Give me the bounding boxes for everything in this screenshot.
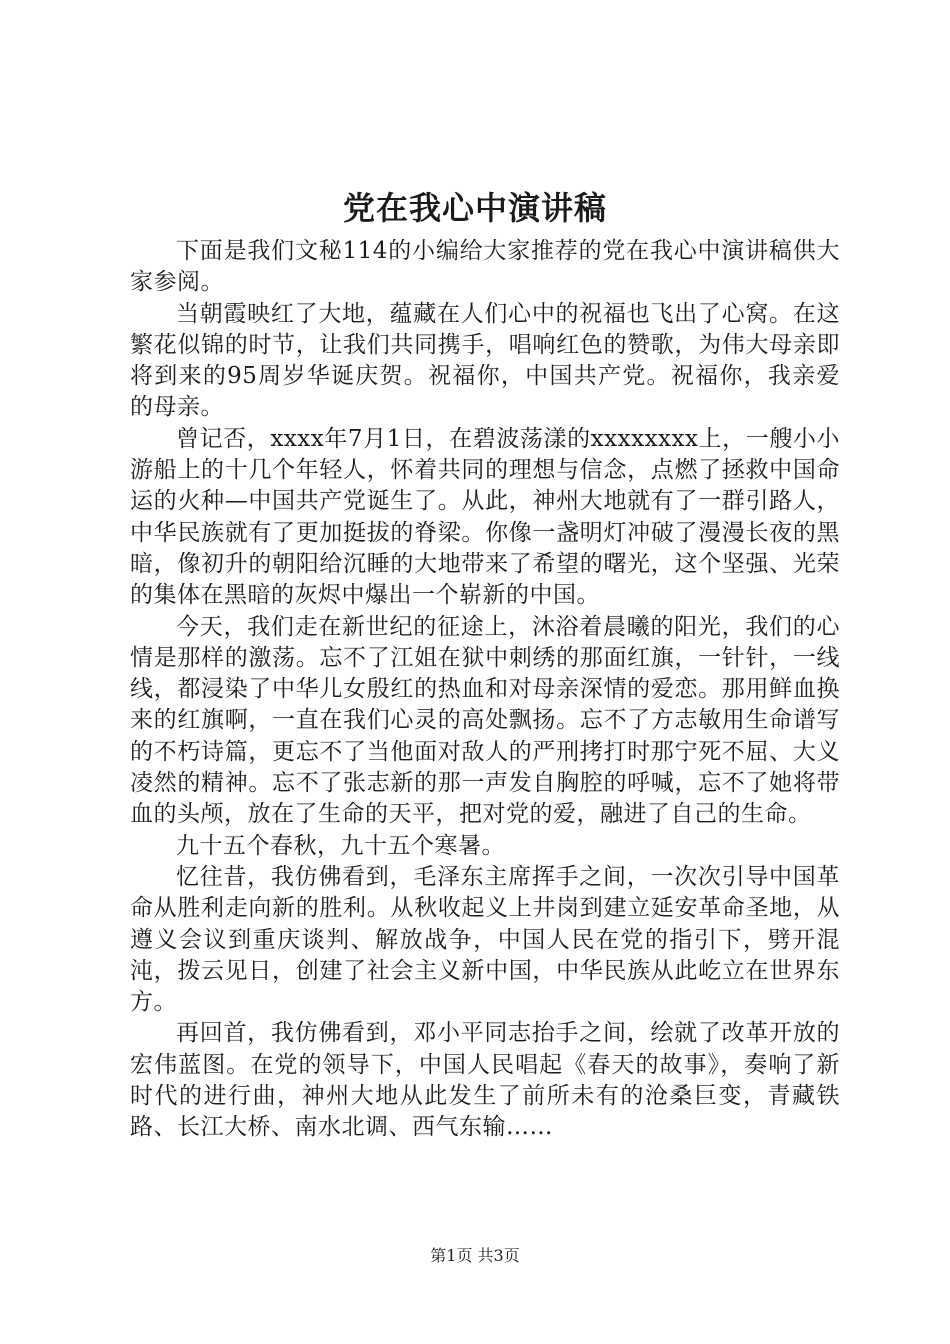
paragraph-recall-past: 忆往昔，我仿佛看到，毛泽东主席挥手之间，一次次引导中国革命从胜利走向新的胜利。从秋收起义上井岗到建立延安革命圣地，从遵义会议到重庆谈判、解放战争，中国人民在党的指引下，劈开混沌，拨云见日，创建了社会主义新中国，中华民族从此屹立在世界东方。 — [130, 863, 840, 1016]
paragraph-blessing: 当朝霞映红了大地，蕴藏在人们心中的祝福也飞出了心窝。在这繁花似锦的时节，让我们共同携手，唱响红色的赞歌，为伟大母亲即将到来的95周岁华诞庆贺。祝福你，中国共产党。祝福你，我亲爱的母亲。 — [130, 300, 840, 421]
page-footer — [0, 1246, 950, 1266]
paragraph-today: 今天，我们走在新世纪的征途上，沐浴着晨曦的阳光，我们的心情是那样的激荡。忘不了江姐在狱中刺绣的那面红旗，一针针，一线线，都浸染了中华儿女殷红的热血和对母亲深情的爱恋。那用鲜血换来的红旗啊，一直在我们心灵的高处飘扬。忘不了方志敏用生命谱写的不朽诗篇，更忘不了当他面对敌人的严刑拷打时那宁死不屈、大义凌然的精神。忘不了张志新的那一声发自胸腔的呼喊，忘不了她将带血的头颅，放在了生命的天平，把对党的爱，融进了自己的生命。 — [130, 613, 840, 828]
paragraph-look-back: 再回首，我仿佛看到，邓小平同志抬手之间，绘就了改革开放的宏伟蓝图。在党的领导下，中国人民唱起《春天的故事》，奏响了新时代的进行曲，神州大地从此发生了前所未有的沧桑巨变，青藏铁路、长江大桥、南水北调、西气东输…… — [130, 1020, 840, 1141]
page-number: 第1页 — [430, 1246, 473, 1265]
paragraph-founding: 曾记否，xxxx年7月1日，在碧波荡漾的xxxxxxxx上，一艘小小游船上的十几个年轻人，怀着共同的理想与信念，点燃了拯救中国命运的火种—中国共产党诞生了。从此，神州大地就有了一群引路人，中华民族就有了更加挺拔的脊梁。你像一盏明灯冲破了漫漫长夜的黑暗，像初升的朝阳给沉睡的大地带来了希望的曙光，这个坚强、光荣的集体在黑暗的灰烬中爆出一个崭新的中国。 — [130, 425, 840, 609]
paragraph-intro: 下面是我们文秘114的小编给大家推荐的党在我心中演讲稿供大家参阅。 — [130, 238, 840, 296]
page-total: 共3页 — [477, 1246, 520, 1265]
document-title: 党在我心中演讲稿 — [342, 189, 607, 227]
paragraph-ninety-five-years: 九十五个春秋，九十五个寒暑。 — [176, 832, 505, 859]
document-body — [130, 236, 840, 1144]
